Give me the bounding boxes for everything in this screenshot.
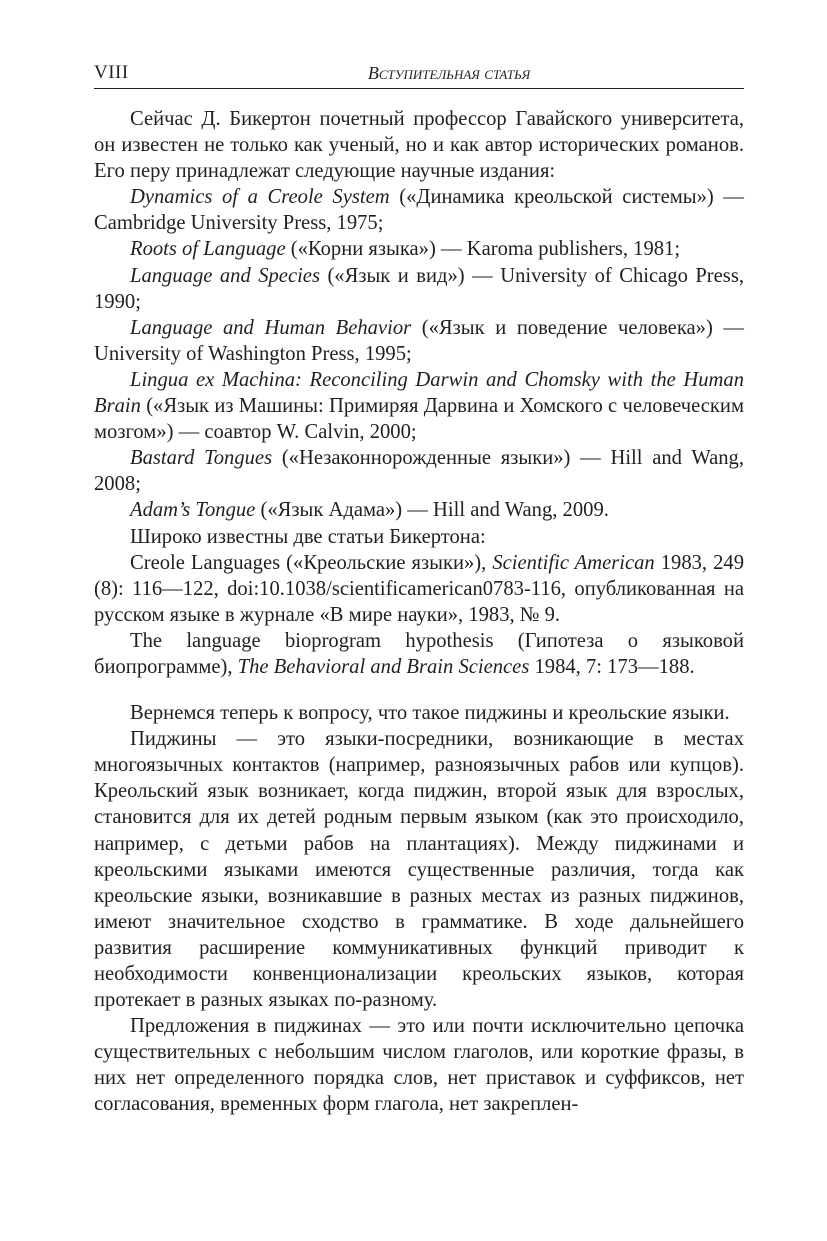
text-run: («Корни языка») — Karoma publishers, 1981; — [285, 238, 681, 261]
paragraph-article-1 — [94, 550, 744, 628]
italic-title: Bastard Tongues — [130, 447, 273, 470]
italic-title: The Behavioral and Brain Sciences — [237, 655, 530, 678]
text-run: Пиджины — это языки-посредники, возникающие в местах многоязычных контактов (например, разноязычных рабов или купцов). Креольский язык возникает, когда пиджин, второй язык для взрослых, становится для их детей родным первым языком (как это происходило, например, с детьми рабов на плантациях). Между пиджинами и креольскими языками имеются существенные различия, тогда как креольские языки, возникавшие в разных местах из разных пиджинов, имеют значительное сходство в грамматике. В ходе дальнейшего развития расширение коммуникативных функций приводит к необходимости конвенционализации креольских языков, которая протекает в разных языках по-разному. — [94, 728, 744, 1012]
paragraph-pidgins-question — [94, 700, 744, 726]
paragraph-articles-intro — [94, 524, 744, 550]
italic-title: Roots of Language — [130, 238, 286, 261]
paragraph-intro — [94, 106, 744, 184]
paragraph-book-3 — [94, 263, 744, 315]
body-text — [94, 106, 744, 1118]
text-run: 1983, 249 (8): 116—122, doi:10.1038/scientificamerican0783-116, опубликованная на русском языке в журнале «В мире науки», 1983, № 9. — [94, 551, 744, 626]
italic-title: Language and Human Behavior — [130, 316, 412, 339]
page-number: VIII — [94, 62, 129, 83]
text-run: Широко известны две статьи Бикертона: — [130, 525, 486, 548]
paragraph-book-7 — [94, 497, 744, 523]
italic-title: Language and Species — [130, 264, 320, 287]
text-run: 1984, 7: 173—188. — [529, 655, 695, 678]
italic-title: Dynamics of a Creole System — [130, 186, 390, 209]
paragraph-book-1 — [94, 184, 744, 236]
text-run: («Язык из Машины: Примиряя Дарвина и Хомского с человеческим мозгом») — соавтор W. Calvin, 2000; — [94, 395, 744, 444]
text-run: («Язык Адама») — Hill and Wang, 2009. — [255, 499, 609, 522]
paragraph-book-5 — [94, 367, 744, 445]
italic-title: Scientific American — [492, 551, 655, 574]
paragraph-book-6 — [94, 445, 744, 497]
text-run: Предложения в пиджинах — это или почти исключительно цепочка существительных с небольшим числом глаголов, или короткие фразы, в них нет определенного порядка слов, нет приставок и суффиксов, нет согласования, временных форм глагола, нет закреплен- — [94, 1015, 744, 1116]
text-run: («Незаконнорожденные языки») — Hill and Wang, 2008; — [94, 447, 744, 496]
running-head — [94, 58, 744, 89]
text-run: («Язык и вид») — University of Chicago Press, 1990; — [94, 264, 744, 313]
text-run: («Язык и поведение человека») — University of Washington Press, 1995; — [94, 316, 744, 365]
running-title: Вступительная статья — [367, 63, 531, 83]
paragraph-article-2 — [94, 628, 744, 680]
paragraph-book-4 — [94, 315, 744, 367]
paragraph-pidgins-sentences — [94, 1013, 744, 1117]
book-page — [94, 58, 744, 1118]
text-run: The language bioprogram hypothesis (Гипотеза о языковой биопрограмме), — [94, 629, 744, 678]
italic-title: Lingua ex Machina: Reconciling Darwin and Chomsky with the Human Brain — [94, 368, 744, 418]
paragraph-pidgins-definition — [94, 726, 744, 1013]
paragraph-book-2 — [94, 236, 744, 262]
text-run: («Динамика креольской системы») — Cambridge University Press, 1975; — [94, 186, 744, 235]
text-run: Вернемся теперь к вопросу, что такое пиджины и креольские языки. — [130, 702, 730, 725]
text-run: Creole Languages («Креольские языки»), — [130, 551, 493, 574]
text-run: Сейчас Д. Бикертон почетный профессор Гавайского университета, он известен не только как ученый, но и как автор исторических романов. Его перу принадлежат следующие научные издания: — [94, 108, 744, 183]
italic-title: Adam’s Tongue — [130, 499, 256, 522]
